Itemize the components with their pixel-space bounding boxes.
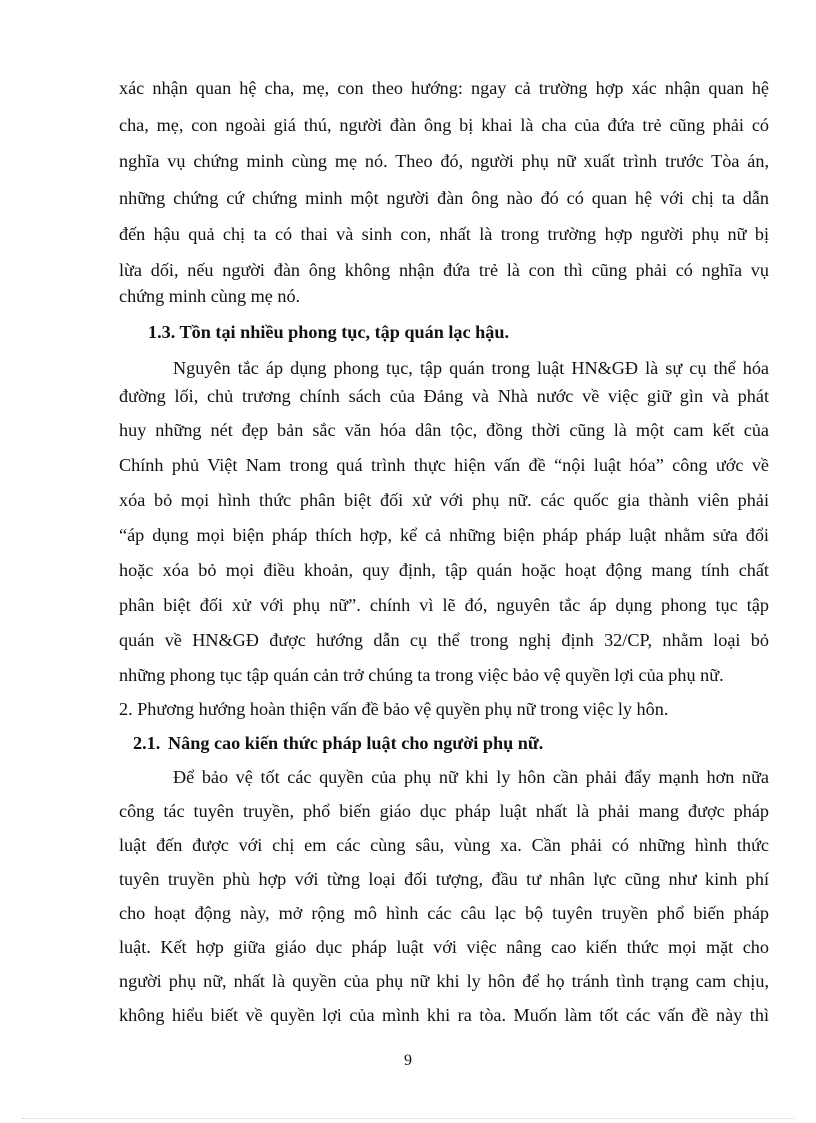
paragraph-line: cho hoạt động này, mở rộng mô hình các câu lạc bộ tuyên truyền phổ biến pháp — [119, 903, 769, 923]
paragraph-line: tuyên truyền phù hợp với từng loại đối tượng, đầu tư nhân lực cũng như kinh phí — [119, 869, 769, 889]
paragraph-line: công tác tuyên truyền, phổ biến giáo dục pháp luật nhất là phải mang được pháp — [119, 801, 769, 821]
paragraph-line: hoặc xóa bỏ mọi điều khoản, quy định, tập quán hoặc hoạt động mang tính chất — [119, 560, 769, 580]
page-number: 9 — [404, 1052, 412, 1069]
page-bottom-border — [22, 1118, 794, 1119]
paragraph-line: “áp dụng mọi biện pháp thích hợp, kể cả những biện pháp pháp luật nhằm sửa đổi — [119, 525, 769, 545]
paragraph-line: Nguyên tắc áp dụng phong tục, tập quán trong luật HN&GĐ là sự cụ thể hóa — [173, 358, 769, 378]
paragraph-line: xác nhận quan hệ cha, mẹ, con theo hướng: ngay cả trường hợp xác nhận quan hệ — [119, 78, 769, 98]
paragraph-line: cha, mẹ, con ngoài giá thú, người đàn ông bị khai là cha của đứa trẻ cũng phải có — [119, 115, 769, 135]
paragraph-line: đường lối, chủ trương chính sách của Đảng và Nhà nước về việc giữ gìn và phát — [119, 386, 769, 406]
paragraph-line: người phụ nữ, nhất là quyền của phụ nữ khi ly hôn để họ tránh tình trạng cam chịu, — [119, 971, 769, 991]
paragraph-line: xóa bỏ mọi hình thức phân biệt đối xử với phụ nữ. các quốc gia thành viên phải — [119, 490, 769, 510]
section-heading-2-1: Nâng cao kiến thức pháp luật cho người phụ nữ. — [168, 733, 544, 753]
section-heading-2: 2. Phương hướng hoàn thiện vấn đề bảo vệ quyền phụ nữ trong việc ly hôn. — [119, 699, 669, 719]
paragraph-line: phân biệt đối xử với phụ nữ”. chính vì lẽ đó, nguyên tắc áp dụng phong tục tập — [119, 595, 769, 615]
paragraph-line: Chính phủ Việt Nam trong quá trình thực hiện vấn đề “nội luật hóa” công ước về — [119, 455, 769, 475]
paragraph-line: những chứng cứ chứng minh một người đàn ông nào đó có quan hệ với chị ta dẫn — [119, 188, 769, 208]
paragraph-line: nghĩa vụ chứng minh cùng mẹ nó. Theo đó, người phụ nữ xuất trình trước Tòa án, — [119, 151, 769, 171]
paragraph-line: huy những nét đẹp bản sắc văn hóa dân tộc, đồng thời cũng là một cam kết của — [119, 420, 769, 440]
paragraph-line: những phong tục tập quán cản trở chúng ta trong việc bảo vệ quyền lợi của phụ nữ. — [119, 665, 724, 685]
paragraph-line: quán về HN&GĐ được hướng dẫn cụ thể trong nghị định 32/CP, nhằm loại bỏ — [119, 630, 769, 650]
paragraph-line: luật. Kết hợp giữa giáo dục pháp luật với việc nâng cao kiến thức mọi mặt cho — [119, 937, 769, 957]
paragraph-line: đến hậu quả chị ta có thai và sinh con, nhất là trong trường hợp người phụ nữ bị — [119, 224, 769, 244]
paragraph-line: Để bảo vệ tốt các quyền của phụ nữ khi ly hôn cần phải đẩy mạnh hơn nữa — [173, 767, 769, 787]
section-heading-2-1-number: 2.1. — [133, 733, 161, 753]
section-heading-1-3: 1.3. Tồn tại nhiều phong tục, tập quán lạc hậu. — [148, 322, 510, 342]
paragraph-line: luật đến được với chị em các cùng sâu, vùng xa. Cần phải có những hình thức — [119, 835, 769, 855]
paragraph-line: không hiểu biết về quyền lợi của mình khi ra tòa. Muốn làm tốt các vấn đề này thì — [119, 1005, 769, 1025]
paragraph-line: chứng minh cùng mẹ nó. — [119, 286, 301, 306]
paragraph-line: lừa dối, nếu người đàn ông không nhận đứa trẻ là con thì cũng phải có nghĩa vụ — [119, 260, 769, 280]
